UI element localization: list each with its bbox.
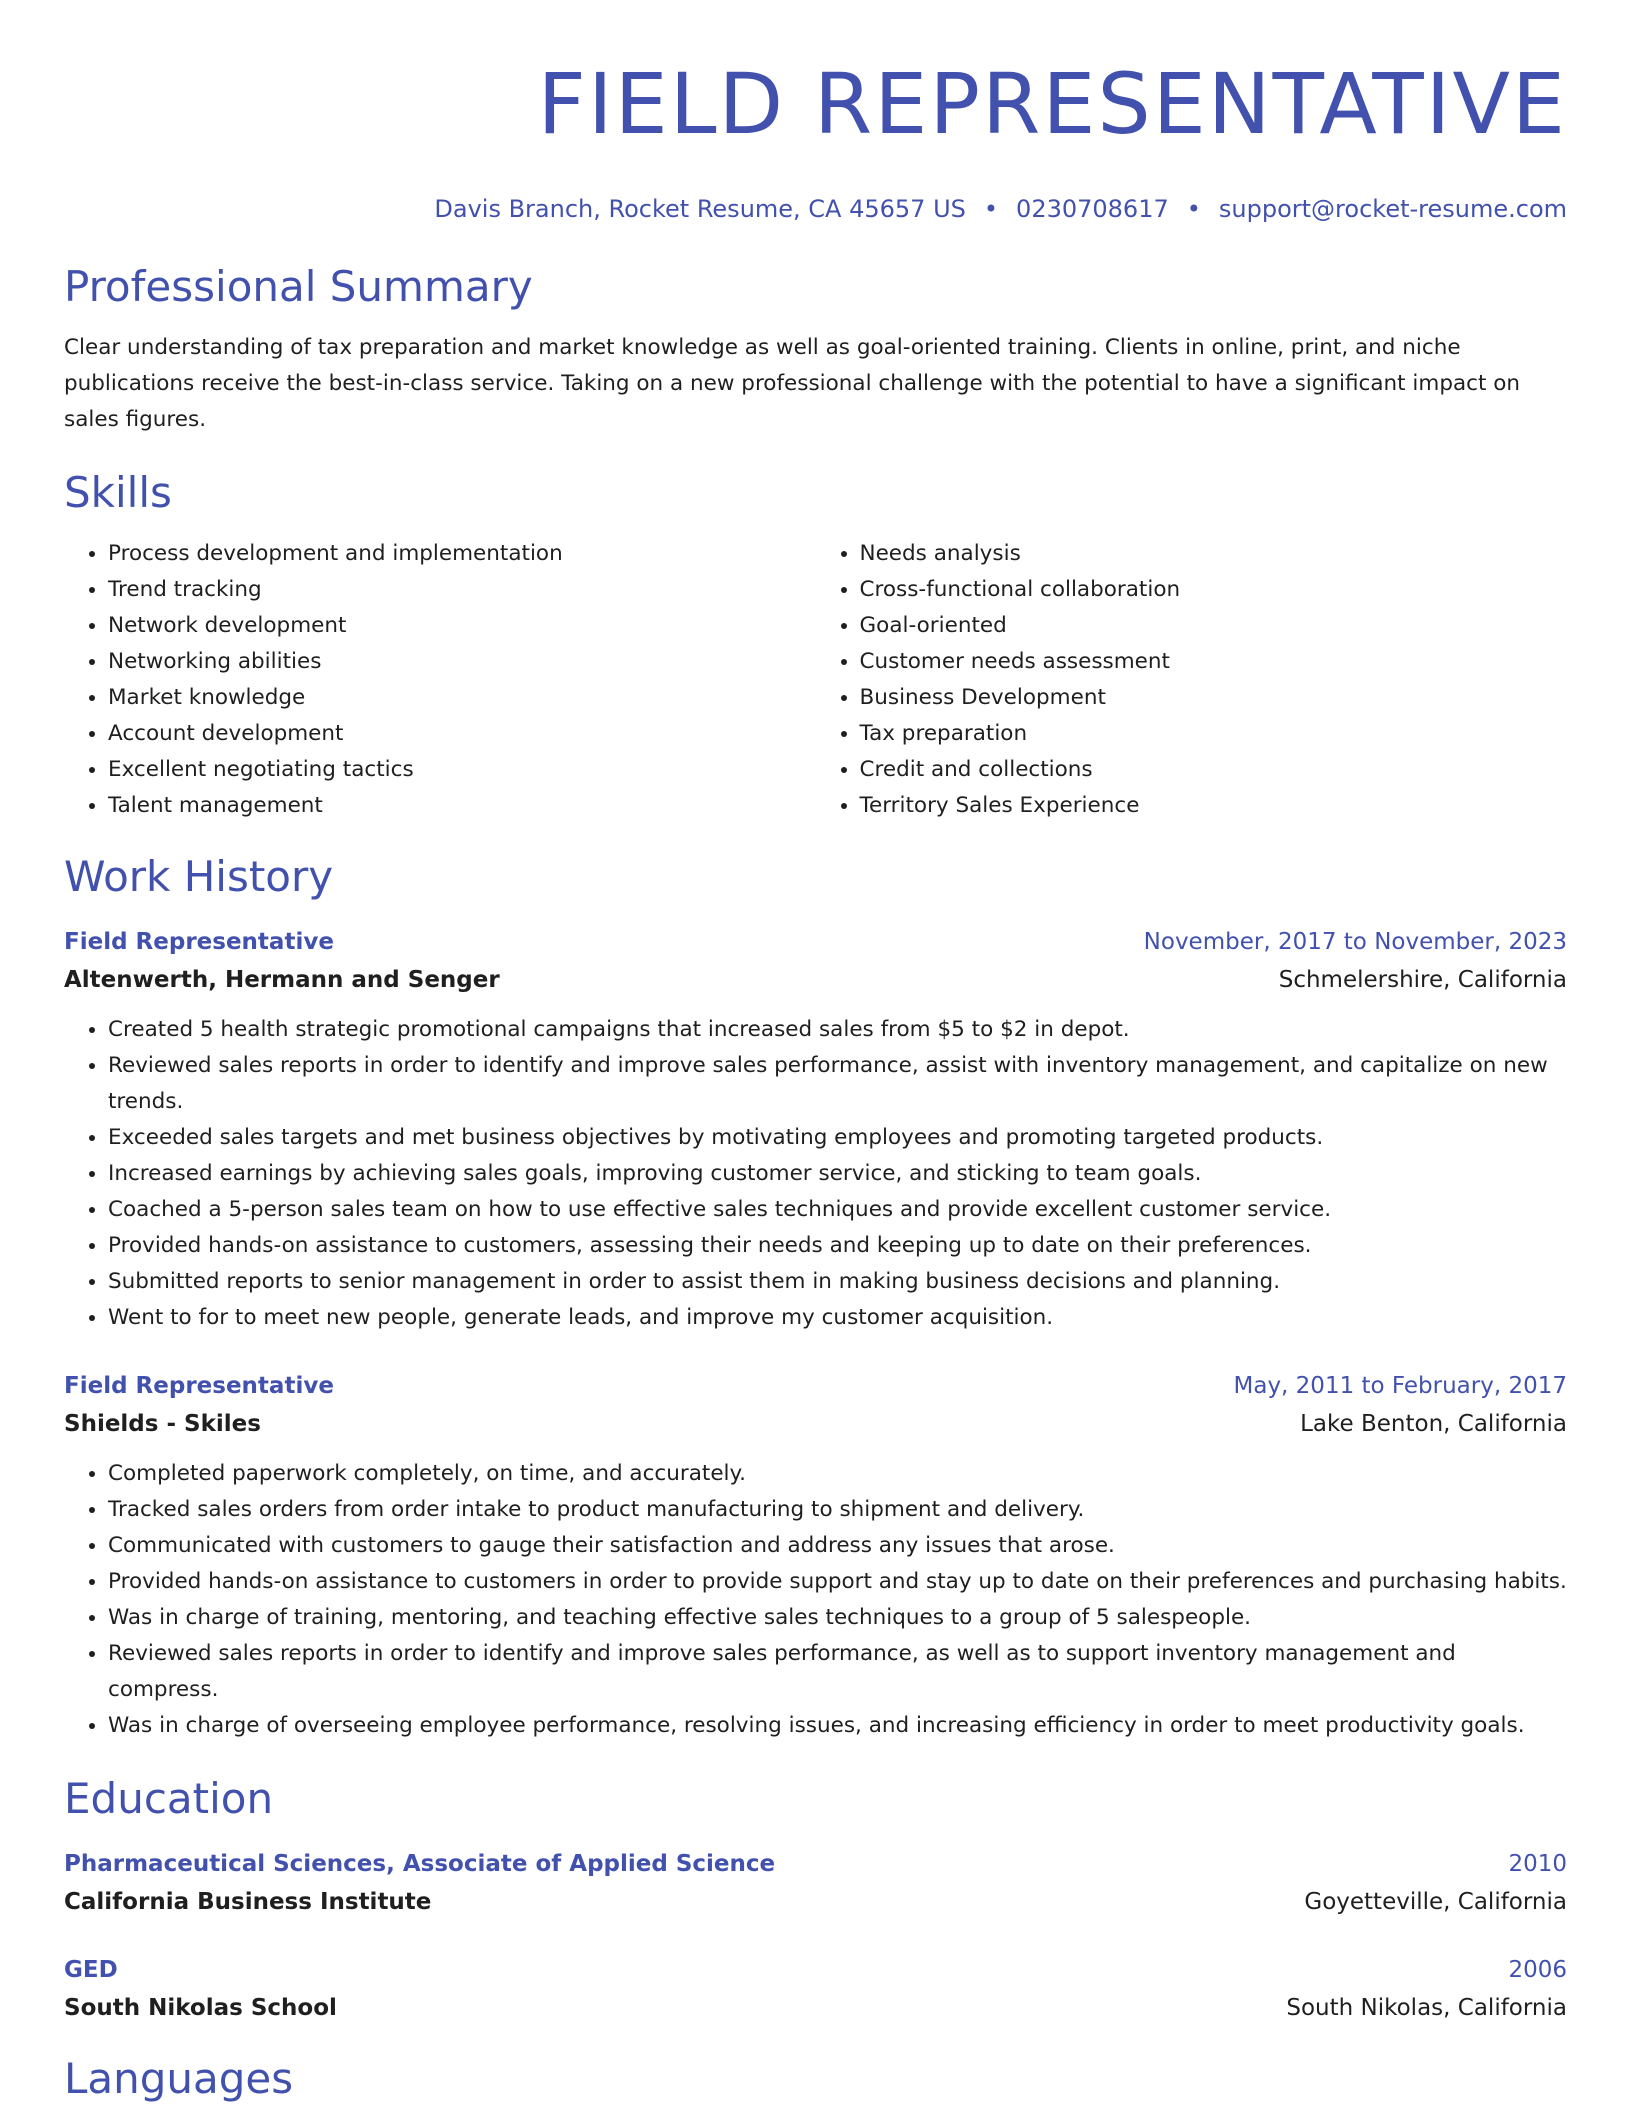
job-bullet: • Reviewed sales reports in order to identify and improve sales performance, assist with inventory management, and capitalize on new trends. (108, 1048, 1567, 1120)
summary-text: Clear understanding of tax preparation and market knowledge as well as goal-oriented training. Clients in online, print, and niche publications receive the best-in-class service. Taking on a new professional challenge with the potential to have a significant impact on sales figures. (64, 335, 1521, 432)
education-entry (64, 1952, 1567, 2028)
job-bullet: • Coached a 5-person sales team on how to use effective sales techniques and provide excellent customer service. (108, 1192, 1567, 1228)
education-heading: Education (64, 1774, 274, 1823)
education-location: South Nikolas, California (1286, 1995, 1567, 2021)
job-dates: November, 2017 to November, 2023 (1143, 929, 1567, 955)
contact-phone: 0230708617 (1016, 195, 1169, 223)
education-degree-row (64, 1952, 1567, 1988)
skill-item: • Tax preparation (860, 716, 1568, 752)
skill-item: • Account development (108, 716, 816, 752)
job-company-row (64, 1404, 1567, 1444)
job-title: Field Representative (64, 1373, 334, 1399)
job-company: Shields - Skiles (64, 1411, 261, 1437)
education-degree: Pharmaceutical Sciences, Associate of Applied Science (64, 1851, 776, 1877)
summary-heading: Professional Summary (64, 262, 533, 311)
job-bullet: • Provided hands-on assistance to customers in order to provide support and stay up to date on their preferences and purchasing habits. (108, 1564, 1567, 1600)
job-bullet: • Was in charge of training, mentoring, and teaching effective sales techniques to a group of 5 salespeople. (108, 1600, 1567, 1636)
skill-item: • Process development and implementation (108, 536, 816, 572)
contact-address: Davis Branch, Rocket Resume, CA 45657 US (434, 195, 966, 223)
job-bullet: • Communicated with customers to gauge their satisfaction and address any issues that arose. (108, 1528, 1567, 1564)
job-bullet: • Increased earnings by achieving sales goals, improving customer service, and sticking to team goals. (108, 1156, 1567, 1192)
contact-line (64, 194, 1567, 224)
skills-list-right (816, 536, 1568, 824)
job-company-row (64, 960, 1567, 1000)
job-bullets (64, 1456, 1567, 1744)
job-company: Altenwerth, Hermann and Senger (64, 967, 500, 993)
contact-separator: • (983, 195, 999, 223)
skills-list-left (64, 536, 816, 824)
job-bullet: • Tracked sales orders from order intake to product manufacturing to shipment and delivery. (108, 1492, 1567, 1528)
education-entry (64, 1846, 1567, 1922)
job-bullet: • Completed paperwork completely, on time, and accurately. (108, 1456, 1567, 1492)
education-school: South Nikolas School (64, 1995, 337, 2021)
skill-item: • Territory Sales Experience (860, 788, 1568, 824)
resume-page (64, 0, 1567, 2104)
education-school: California Business Institute (64, 1889, 432, 1915)
job-entry (64, 924, 1567, 1336)
resume-name-title: FIELD REPRESENTATIVE (537, 55, 1567, 153)
skill-item: • Needs analysis (860, 536, 1568, 572)
skill-item: • Customer needs assessment (860, 644, 1568, 680)
education-location: Goyetteville, California (1304, 1889, 1567, 1915)
work-history-heading: Work History (64, 852, 334, 901)
job-bullet: • Went to for to meet new people, generate leads, and improve my customer acquisition. (108, 1300, 1567, 1336)
job-bullet: • Exceeded sales targets and met business objectives by motivating employees and promoting targeted products. (108, 1120, 1567, 1156)
job-bullet: • Submitted reports to senior management in order to assist them in making business decisions and planning. (108, 1264, 1567, 1300)
education-school-row (64, 1882, 1567, 1922)
job-bullet: • Reviewed sales reports in order to identify and improve sales performance, as well as to support inventory management and compress. (108, 1636, 1567, 1708)
skill-item: • Business Development (860, 680, 1568, 716)
job-title: Field Representative (64, 929, 334, 955)
job-location: Schmelershire, California (1278, 967, 1567, 993)
education-year: 2006 (1508, 1957, 1567, 1983)
job-location: Lake Benton, California (1300, 1411, 1567, 1437)
languages-heading: Languages (64, 2054, 294, 2103)
skill-item: • Goal-oriented (860, 608, 1568, 644)
job-bullets (64, 1012, 1567, 1336)
job-bullet: • Provided hands-on assistance to customers, assessing their needs and keeping up to date on their preferences. (108, 1228, 1567, 1264)
skill-item: • Cross-functional collaboration (860, 572, 1568, 608)
skill-item: • Trend tracking (108, 572, 816, 608)
skill-item: • Talent management (108, 788, 816, 824)
skill-item: • Credit and collections (860, 752, 1568, 788)
skills-heading: Skills (64, 468, 172, 517)
skill-item: • Networking abilities (108, 644, 816, 680)
education-year: 2010 (1508, 1851, 1567, 1877)
contact-email[interactable]: support@rocket-resume.com (1218, 195, 1567, 223)
job-bullet: • Was in charge of overseeing employee performance, resolving issues, and increasing efficiency in order to meet productivity goals. (108, 1708, 1567, 1744)
skill-item: • Market knowledge (108, 680, 816, 716)
education-degree: GED (64, 1957, 118, 1983)
job-title-row (64, 924, 1567, 960)
skill-item: • Network development (108, 608, 816, 644)
education-degree-row (64, 1846, 1567, 1882)
skills-columns (64, 536, 1567, 824)
skill-item: • Excellent negotiating tactics (108, 752, 816, 788)
education-school-row (64, 1988, 1567, 2028)
job-bullet: • Created 5 health strategic promotional campaigns that increased sales from $5 to $2 in depot. (108, 1012, 1567, 1048)
contact-separator: • (1186, 195, 1201, 223)
job-title-row (64, 1368, 1567, 1404)
job-entry (64, 1368, 1567, 1744)
job-dates: May, 2011 to February, 2017 (1233, 1373, 1567, 1399)
